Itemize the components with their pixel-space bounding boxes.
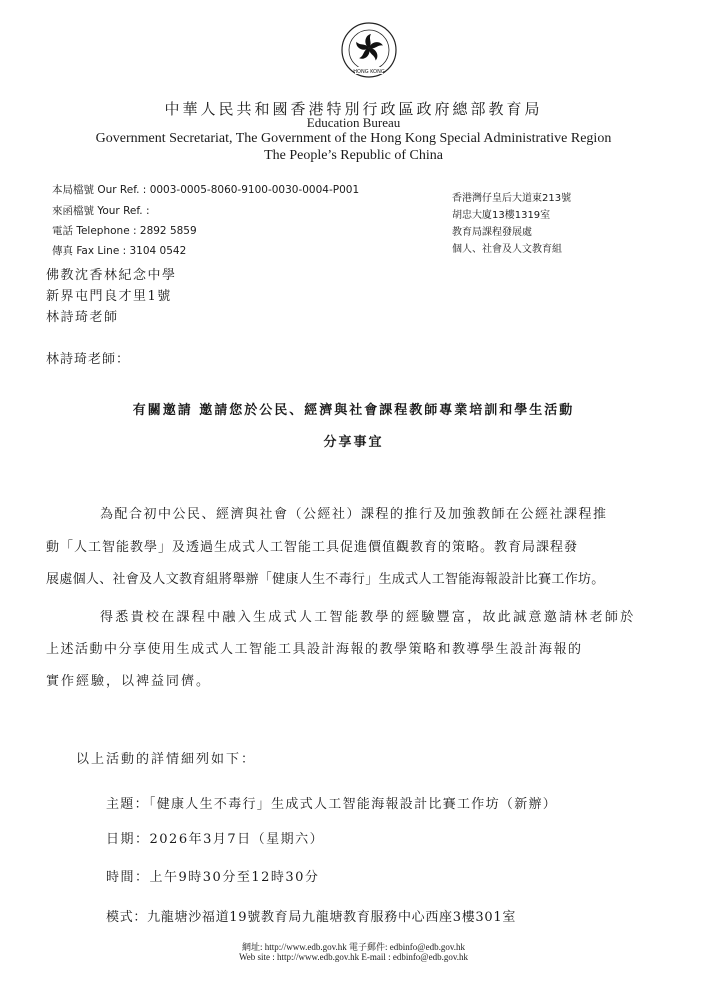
salutation: 林詩琦老師： — [46, 352, 131, 367]
our-ref-label: 本局檔號 Our Ref. : — [52, 184, 147, 196]
letterhead-en-bureau: Education Bureau — [306, 115, 401, 130]
para1-line: 展處個人、社會及人文教育組將舉辦「健康人生不毒行」生成式人工智能海報設計比賽工作坊。 — [46, 572, 605, 587]
recipient-line: 佛教沈香林紀念中學 — [46, 268, 177, 283]
hksar-emblem — [334, 20, 404, 80]
your-ref-label: 來函檔號 Your Ref. : — [52, 205, 150, 217]
emblem-caption: HONG KONG — [353, 69, 385, 75]
telephone-value: 2892 5859 — [139, 225, 197, 237]
para1-line: 為配合初中公民、經濟與社會（公經社）課程的推行及加強教師在公經社課程推 — [100, 507, 608, 522]
subject-line-2: 分享事宜 — [323, 435, 384, 450]
sender-address-line: 胡忠大廈13樓1319室 — [452, 210, 551, 221]
fax-label: 傳真 Fax Line : — [52, 245, 127, 257]
fax-row — [52, 243, 186, 258]
detail-date: 日期：2026年3月7日（星期六） — [106, 832, 325, 847]
recipient-line: 林詩琦老師 — [46, 310, 119, 325]
para1-line: 動「人工智能教學」及透過生成式人工智能工具促進價值觀教育的策略。教育局課程發 — [46, 540, 579, 555]
para2-line: 得悉貴校在課程中融入生成式人工智能教學的經驗豐富，故此誠意邀請林老師於 — [100, 610, 636, 625]
letterhead-en-country: The People’s Republic of China — [264, 148, 443, 163]
sender-address-line: 香港灣仔皇后大道東213號 — [452, 193, 572, 204]
telephone-label: 電話 Telephone : — [52, 225, 137, 237]
bauhinia-emblem-icon — [334, 20, 404, 80]
detail-theme: 主題：「健康人生不毒行」生成式人工智能海報設計比賽工作坊（新辦） — [106, 797, 558, 812]
recipient-block — [46, 265, 177, 328]
subject-line-1: 有關邀請 邀請您於公民、經濟與社會課程教師專業培訓和學生活動 — [132, 403, 575, 418]
para2-line: 實作經驗，以裨益同儕。 — [46, 674, 212, 689]
footer-line-en: Web site : http://www.edb.gov.hk E-mail : edbinfo@edb.gov.hk — [238, 952, 469, 962]
para2-line: 上述活動中分享使用生成式人工智能工具設計海報的教學策略和教導學生設計海報的 — [46, 642, 583, 657]
your-ref-row — [52, 203, 150, 218]
detail-time: 時間：上午9時30分至12時30分 — [106, 870, 320, 885]
our-ref-row — [52, 182, 359, 197]
footer-line-cn: 網址: http://www.edb.gov.hk 電子郵件: edbinfo@edb.gov.hk — [241, 942, 466, 952]
detail-mode: 模式：九龍塘沙福道19號教育局九龍塘教育服務中心西座3樓301室 — [106, 910, 517, 925]
sender-address — [452, 190, 571, 258]
letterhead-cn-title: 中華人民共和國香港特別行政區政府總部教育局 — [164, 100, 543, 118]
our-ref-value: 0003-0005-8060-9100-0030-0004-P001 — [149, 184, 360, 196]
sender-address-line: 教育局課程發展處 — [452, 227, 532, 238]
details-intro: 以上活動的詳情細列如下： — [76, 752, 257, 767]
letterhead-en-government: Government Secretariat, The Government of the Hong Kong Special Administrative Region — [95, 131, 612, 146]
sender-address-line: 個人、社會及人文教育組 — [452, 244, 562, 255]
fax-value: 3104 0542 — [129, 245, 187, 257]
recipient-line: 新界屯門良才里1號 — [46, 289, 172, 304]
telephone-row — [52, 223, 197, 238]
